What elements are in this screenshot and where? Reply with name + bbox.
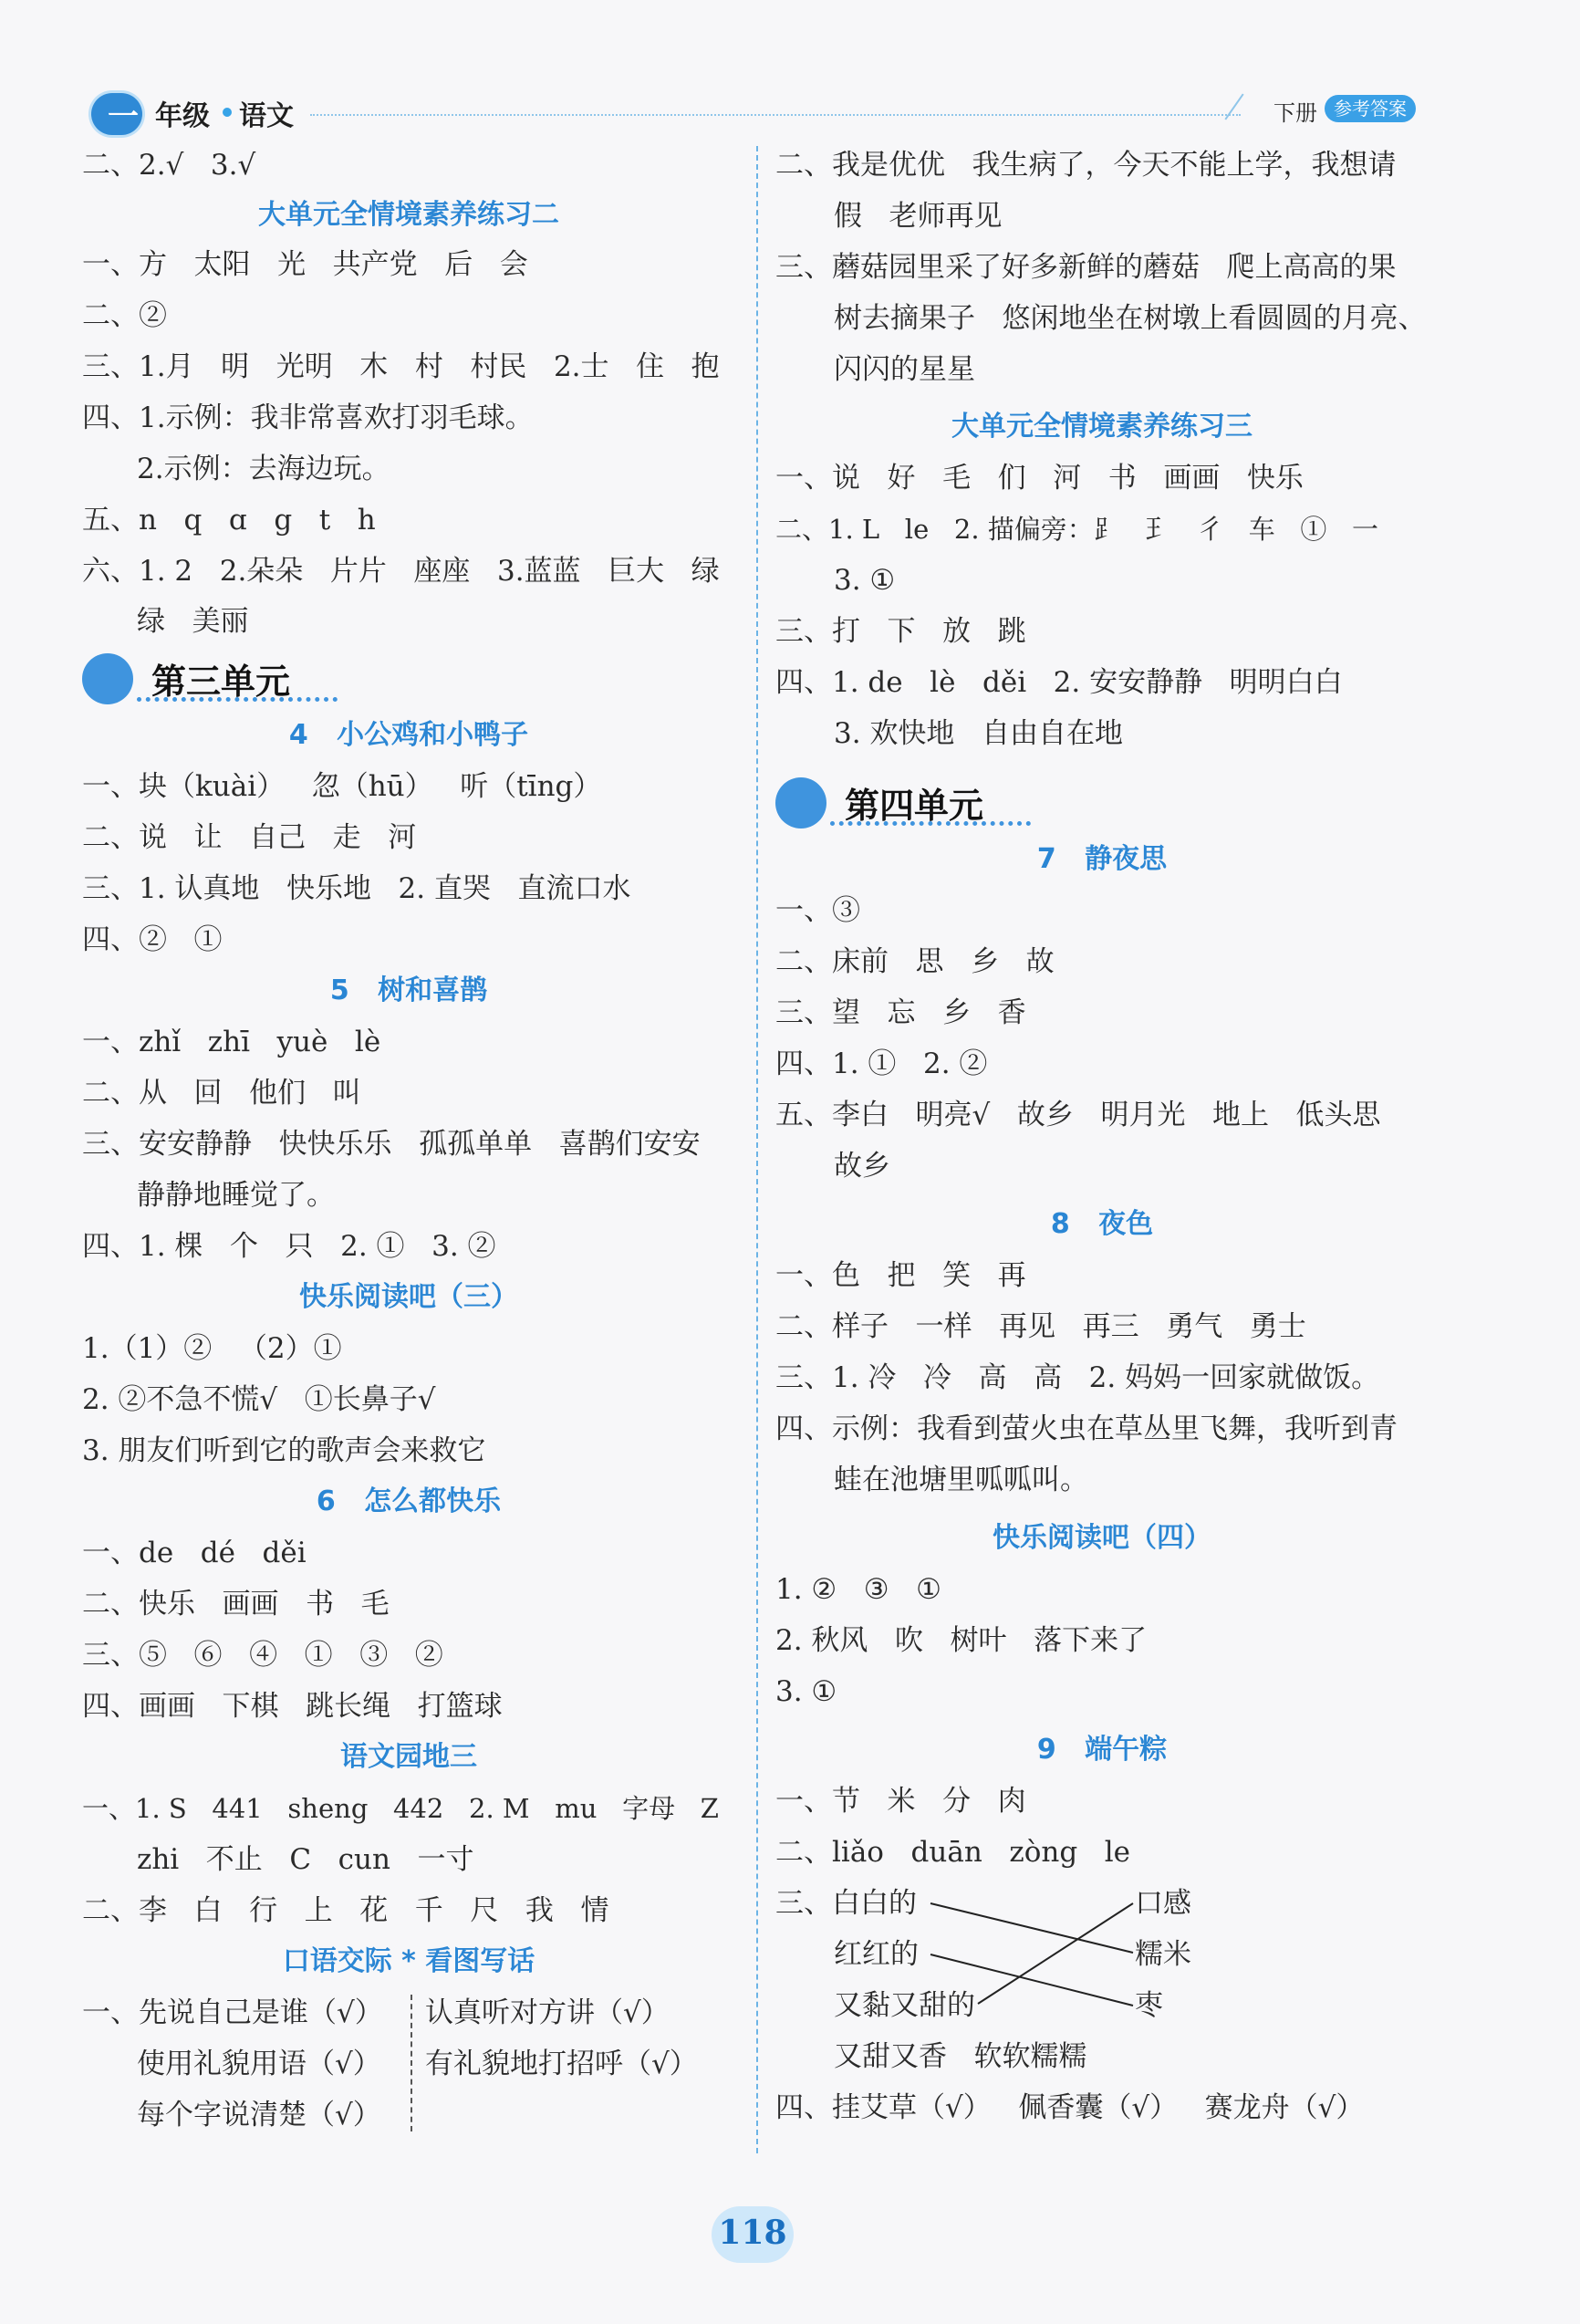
section-title: 快乐阅读吧（三）: [299, 1281, 518, 1313]
dashed-separator: [411, 1995, 412, 2131]
lesson-title: 6 怎么都快乐: [316, 1485, 502, 1517]
answer-line: 四、画画 下棋 跳长绳 打篮球: [82, 1690, 503, 1723]
answer-line: 使用礼貌用语（√）: [137, 2048, 381, 2080]
answer-line: 三、望 忘 乡 香: [775, 996, 1026, 1029]
answer-line: 2.示例：去海边玩。: [137, 453, 390, 485]
match-line: [930, 1954, 1133, 2006]
answer-line: 树去摘果子 悠闲地坐在树墩上看圆圆的月亮、: [834, 302, 1427, 335]
answer-line: 四、示例：我看到萤火虫在草丛里飞舞，我听到青: [775, 1412, 1398, 1445]
section-title: 大单元全情境素养练习三: [951, 411, 1253, 443]
answer-line: 闪闪的星星: [834, 353, 975, 386]
answer-line: 3. ①: [775, 1675, 837, 1708]
answer-line: 一、块（kuài） 忽（hū） 听（tīng）: [82, 770, 602, 803]
answer-line: 三、白白的: [775, 1887, 917, 1920]
answer-line: 3. ①: [834, 564, 896, 597]
answer-line: 有礼貌地打招呼（√）: [425, 2048, 698, 2080]
answer-line: 五、n q ɑ g t h: [82, 504, 376, 537]
answer-line: 六、1. 2 2.朵朵 片片 座座 3.蓝蓝 巨大 绿: [82, 555, 720, 588]
unit-heading: 第三单元: [151, 662, 291, 702]
match-target: 枣: [1135, 1989, 1163, 2022]
answer-line: 一、de dé děi: [82, 1537, 307, 1569]
unit-underline: [137, 697, 338, 702]
lesson-title: 5 树和喜鹊: [329, 974, 488, 1006]
answer-line: 一、色 把 笑 再: [775, 1259, 1026, 1292]
answer-line: 故乡: [834, 1150, 890, 1183]
answer-line: 一、节 米 分 肉: [775, 1785, 1026, 1818]
answer-line: 2. ②不急不慌√ ①长鼻子√: [82, 1383, 436, 1416]
answer-line: 二、2.√ 3.√: [82, 149, 256, 182]
answer-line: 2. 秋风 吹 树叶 落下来了: [775, 1624, 1148, 1657]
answer-line: 一、zhǐ zhī yuè lè: [82, 1026, 381, 1058]
answer-line: 二、我是优优 我生病了，今天不能上学，我想请: [775, 149, 1397, 182]
unit-heading: 第四单元: [845, 786, 984, 826]
answer-line: 三、打 下 放 跳: [775, 615, 1026, 648]
answer-line: 蛙在池塘里呱呱叫。: [834, 1464, 1088, 1496]
matching-lines: [921, 1889, 1213, 2026]
answer-line: 四、1. de lè děi 2. 安安静静 明明白白: [775, 666, 1343, 699]
answer-line: 二、快乐 画画 书 毛: [82, 1588, 390, 1621]
separator-dot-icon: [223, 108, 232, 117]
lesson-title: 7 静夜思: [1036, 843, 1168, 875]
match-target: 糯米: [1135, 1938, 1191, 1971]
book-volume: 下册: [1273, 100, 1317, 126]
answer-line: 四、② ①: [82, 923, 223, 956]
answer-line: 二、②: [82, 299, 167, 332]
answer-line: 3. 朋友们听到它的歌声会来救它: [82, 1434, 486, 1467]
unit-underline: [830, 821, 1031, 826]
answer-line: 又甜又香 软软糯糯: [834, 2040, 1087, 2073]
answer-line: 一、说 好 毛 们 河 书 画画 快乐: [775, 462, 1304, 495]
answer-line: 认真听对方讲（√）: [425, 1996, 670, 2029]
answer-line: 一、方 太阳 光 共产党 后 会: [82, 248, 528, 281]
column-divider: [756, 146, 758, 2153]
answer-line: 每个字说清楚（√）: [137, 2099, 381, 2131]
match-line: [930, 1903, 1133, 1953]
lesson-title: 8 夜色: [1050, 1208, 1154, 1240]
section-title: 语文园地三: [340, 1741, 477, 1773]
lesson-title: 4 小公鸡和小鸭子: [288, 719, 529, 751]
match-line: [978, 1903, 1133, 2004]
answer-line: 绿 美丽: [137, 605, 249, 638]
header-rule: [310, 114, 1241, 116]
answer-line: 二、liǎo duān zòng le: [775, 1836, 1130, 1869]
answer-line: 一、③: [775, 894, 860, 927]
answer-line: 二、床前 思 乡 故: [775, 945, 1055, 978]
subject-label: 语文: [239, 100, 294, 132]
section-title: 快乐阅读吧（四）: [993, 1522, 1211, 1554]
unit-circle-icon: [82, 653, 133, 704]
answer-line: 四、1.示例：我非常喜欢打羽毛球。: [82, 401, 534, 434]
answer-line: 三、蘑菇园里采了好多新鲜的蘑菇 爬上高高的果: [775, 251, 1397, 284]
answer-line: 一、先说自己是谁（√）: [82, 1996, 383, 2029]
answer-line: 假 老师再见: [834, 200, 1003, 233]
answer-line: 三、⑤ ⑥ ④ ① ③ ②: [82, 1639, 443, 1672]
answer-line: 四、1. 棵 个 只 2. ① 3. ②: [82, 1230, 496, 1263]
answer-line: zhi 不止 C cun 一寸: [137, 1843, 474, 1876]
section-title: 大单元全情境素养练习二: [258, 199, 559, 231]
answer-line: 四、1. ① 2. ②: [775, 1047, 988, 1080]
answer-line: 又黏又甜的: [834, 1989, 975, 2022]
answer-line: 二、从 回 他们 叫: [82, 1077, 361, 1110]
grade-number: 一: [108, 99, 139, 135]
answer-line: 3. 欢快地 自由自在地: [834, 717, 1123, 750]
answer-line: 1. ② ③ ①: [775, 1573, 941, 1606]
answer-line: 二、说 让 自己 走 河: [82, 821, 417, 854]
answer-key-badge: 参考答案: [1325, 95, 1416, 122]
grade-label: 年级: [155, 100, 210, 132]
answer-line: 红红的: [834, 1938, 919, 1971]
header-slash: [1224, 94, 1243, 120]
answer-line: 三、1. 认真地 快乐地 2. 直哭 直流口水: [82, 872, 631, 905]
answer-line: 五、李白 明亮√ 故乡 明月光 地上 低头思: [775, 1099, 1381, 1131]
answer-line: 三、1.月 明 光明 木 村 村民 2.士 住 抱: [82, 350, 720, 383]
answer-line: 二、1. L le 2. 描偏旁：⻊ ⺩ 彳 ⻋ ① 一: [775, 514, 1379, 545]
answer-line: 1.（1）② （2）①: [82, 1332, 342, 1365]
answer-line: 二、李 白 行 上 花 千 尺 我 情: [82, 1894, 609, 1927]
answer-line: 静静地睡觉了。: [137, 1179, 335, 1212]
match-target: 口感: [1135, 1887, 1191, 1920]
lesson-title: 9 端午粽: [1036, 1734, 1168, 1766]
answer-line: 三、1. 冷 冷 高 高 2. 妈妈一回家就做饭。: [775, 1361, 1380, 1394]
answer-line: 四、挂艾草（√） 佩香囊（√） 赛龙舟（√）: [775, 2091, 1365, 2124]
section-title: 口语交际 * 看图写话: [282, 1945, 535, 1977]
answer-line: 二、样子 一样 再见 再三 勇气 勇士: [775, 1310, 1306, 1343]
page-number: 118: [718, 2214, 787, 2252]
answer-line: 一、1. S 441 sheng 442 2. M mu 字母 Z: [82, 1793, 719, 1824]
unit-circle-icon: [775, 777, 826, 829]
answer-line: 三、安安静静 快快乐乐 孤孤单单 喜鹊们安安: [82, 1128, 701, 1161]
